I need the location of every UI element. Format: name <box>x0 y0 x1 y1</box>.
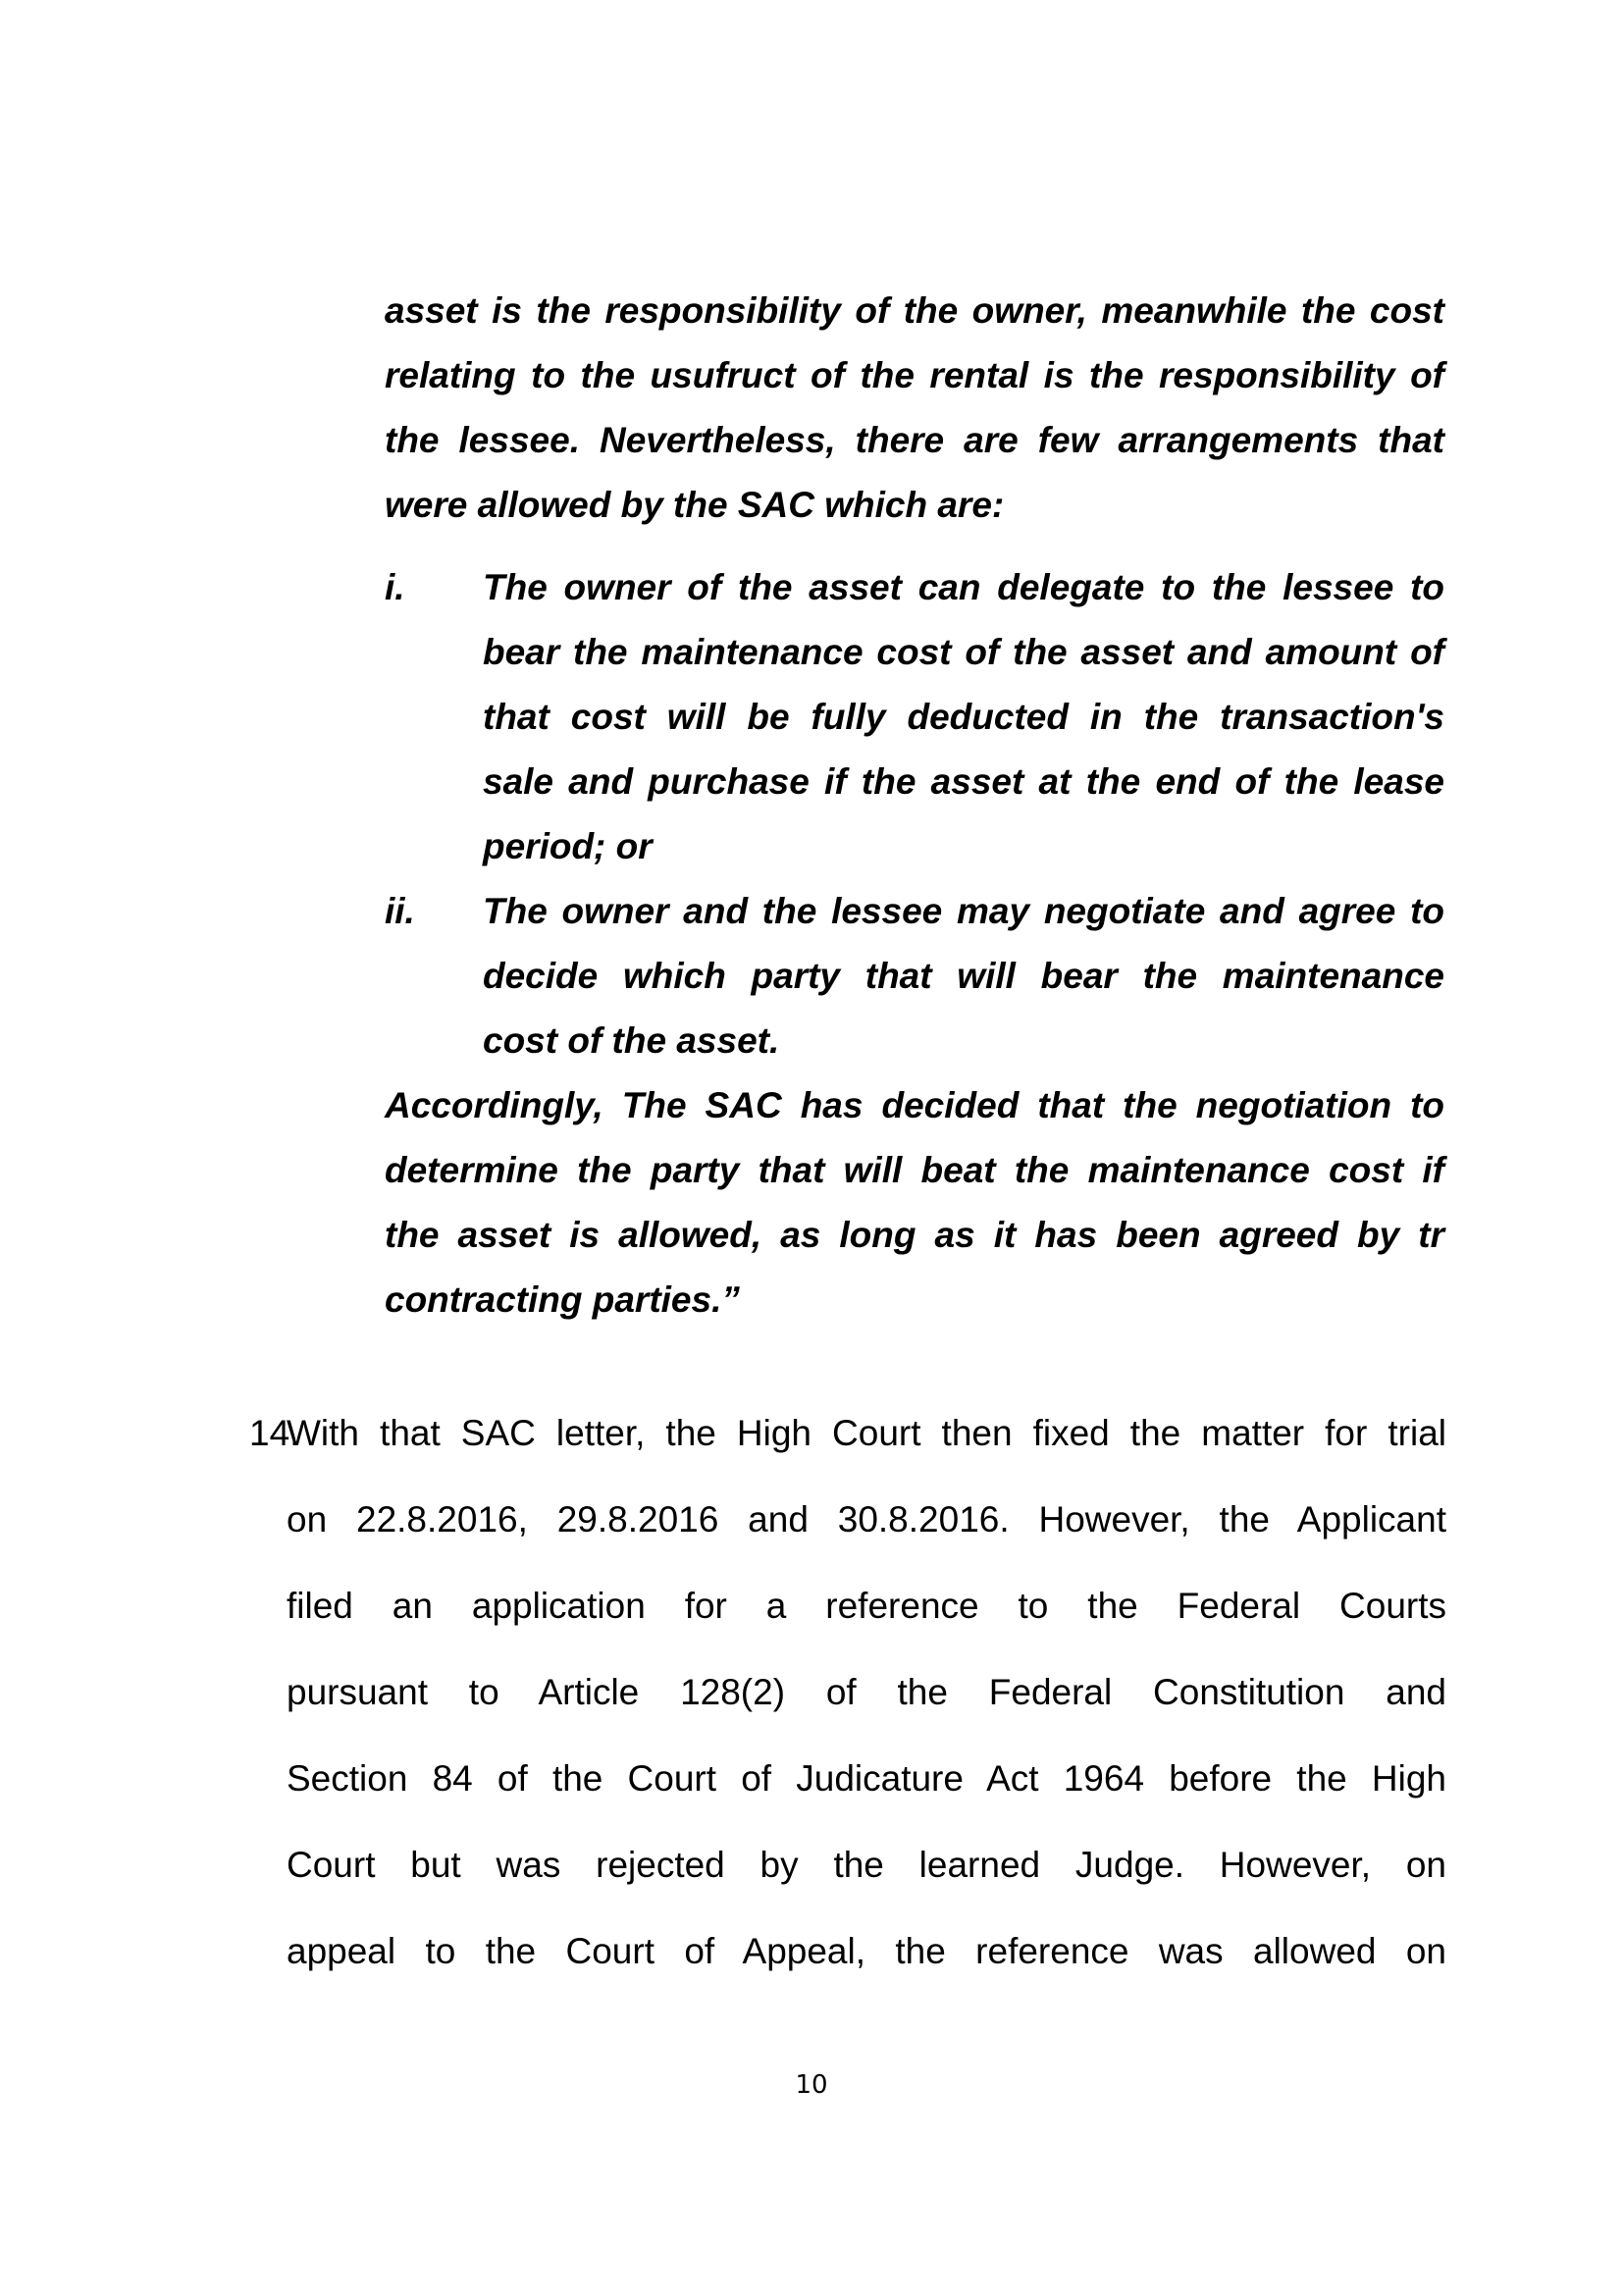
paragraph-line: With that SAC letter, the High Court then fixed the matter for trial <box>287 1413 1446 1453</box>
quote-closing-line: Accordingly, The SAC has decided that the negotiation to <box>385 1085 1444 1125</box>
list-item-line: The owner of the asset can delegate to the lessee to <box>483 567 1444 607</box>
quote-closing-line: the asset is allowed, as long as it has been agreed by tr <box>385 1215 1444 1255</box>
quote-intro-line: relating to the usufruct of the rental is the responsibility of <box>385 355 1444 395</box>
list-item-marker: ii. <box>385 891 415 931</box>
paragraph-line: Court but was rejected by the learned Judge. However, on <box>287 1845 1446 1885</box>
paragraph-line: pursuant to Article 128(2) of the Federal Constitution and <box>287 1672 1446 1712</box>
list-item-line: that cost will be fully deducted in the transaction's <box>483 697 1444 737</box>
list-item-line: bear the maintenance cost of the asset and amount of <box>483 632 1444 672</box>
paragraph-line: on 22.8.2016, 29.8.2016 and 30.8.2016. However, the Applicant <box>287 1499 1446 1539</box>
quote-closing-line: determine the party that will beat the maintenance cost if <box>385 1150 1444 1190</box>
quote-intro-line: the lessee. Nevertheless, there are few arrangements that <box>385 420 1444 460</box>
page-number: 10 <box>795 2070 828 2100</box>
list-item-line: The owner and the lessee may negotiate and agree to <box>483 891 1444 931</box>
list-item-line: decide which party that will bear the maintenance <box>483 956 1444 996</box>
list-item-line: cost of the asset. <box>483 1020 780 1061</box>
list-item-marker: i. <box>385 567 405 607</box>
list-item-line: period; or <box>483 826 653 866</box>
quote-intro-line: were allowed by the SAC which are: <box>385 485 1005 525</box>
quote-closing-line: contracting parties.” <box>385 1279 740 1320</box>
paragraph-line: filed an application for a reference to the Federal Courts <box>287 1586 1446 1626</box>
paragraph-line: Section 84 of the Court of Judicature Act 1964 before the High <box>287 1758 1446 1799</box>
paragraph-line: appeal to the Court of Appeal, the reference was allowed on <box>287 1931 1446 1971</box>
paragraph-number: 14. <box>249 1413 300 1453</box>
quote-intro-line: asset is the responsibility of the owner, meanwhile the cost <box>385 290 1444 331</box>
list-item-line: sale and purchase if the asset at the end of the lease <box>483 761 1444 802</box>
